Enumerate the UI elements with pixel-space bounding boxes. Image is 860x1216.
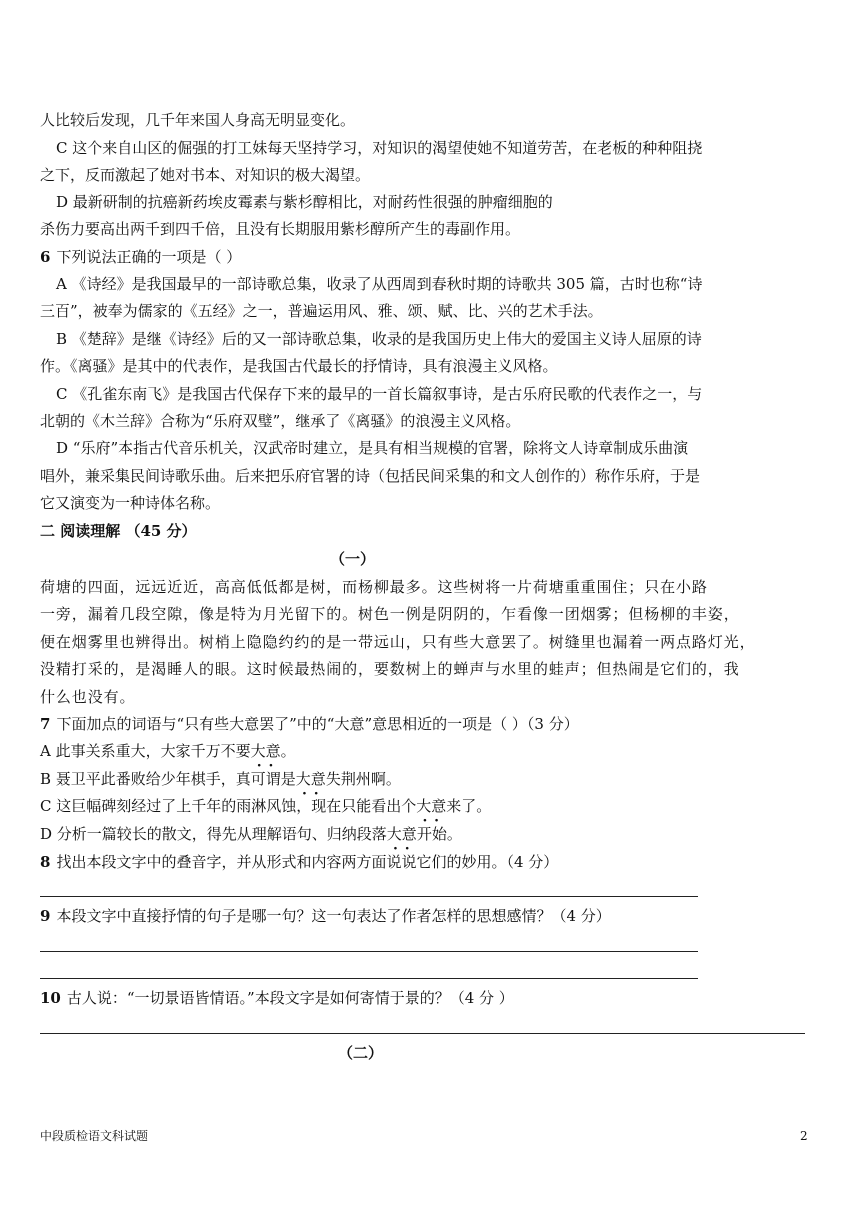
q7-option-a	[40, 741, 810, 761]
emphasis-dotted-word: 大意 · ·	[416, 796, 446, 816]
emphasis-dotted-word: 大意 · ·	[251, 741, 281, 761]
q6-option-b-line1: B 《楚辞》是继《诗经》后的又一部诗歌总集，收录的是我国历史上伟大的爱国主义诗人屈原的诗	[56, 330, 702, 348]
q5-option-d-line2: 杀伤力要高出两千到四千倍，且没有长期服用紫杉醇所产生的毒副作用。	[40, 220, 521, 238]
q5-option-c-line2: 之下，反而激起了她对书本、对知识的极大渴望。	[40, 166, 371, 184]
q6-option-d-line3: 它又演变为一种诗体名称。	[40, 494, 221, 512]
q6-number: 6	[40, 248, 51, 266]
answer-line[interactable]	[40, 1033, 805, 1034]
q8-number: 8	[40, 853, 51, 871]
q8-stem-line	[40, 852, 810, 872]
q6-option-d-line2: 唱外，兼采集民间诗歌乐曲。后来把乐府官署的诗（包括民间采集的和文人创作的）称作乐府，于是	[40, 467, 701, 485]
q7-option-a-text: A 此事关系重大，大家千万不要	[40, 742, 251, 760]
q10-number: 10	[40, 989, 61, 1007]
q7-option-b	[40, 769, 810, 789]
answer-line[interactable]	[40, 951, 698, 952]
q10-stem-line	[40, 988, 810, 1008]
q7-option-b-end: 失荆州啊。	[325, 770, 401, 788]
q6-option-c-line2: 北朝的《木兰辞》合称为“乐府双璧”，继承了《离骚》的浪漫主义风格。	[40, 412, 521, 430]
q9-stem-line	[40, 906, 810, 926]
q7-option-c-text: C 这巨幅碑刻经过了上千年的雨淋风蚀，现在只能看出个	[40, 797, 417, 815]
passage-line: 荷塘的四面，远远近近，高高低低都是树，而杨柳最多。这些树将一片荷塘重重围住；只在小路	[40, 578, 708, 596]
q7-number: 7	[40, 715, 51, 733]
answer-line[interactable]	[40, 896, 698, 897]
q6-option-d-line1: D “乐府”本指古代音乐机关，汉武帝时建立，是具有相当规模的官署，除将文人诗章制成乐曲演	[56, 439, 689, 457]
q8-stem: 找出本段文字中的叠音字，并从形式和内容两方面说说它们的妙用。（4 分）	[56, 853, 559, 871]
q7-stem: 下面加点的词语与“只有些大意罢了”中的“大意”意思相近的一项是（ ）（3 分）	[56, 715, 579, 733]
page-number: 2	[800, 1129, 808, 1143]
q6-stem-line	[40, 247, 810, 267]
q6-option-c-line1: C 《孔雀东南飞》是我国古代保存下来的最早的一首长篇叙事诗，是古乐府民歌的代表作之一，与	[56, 385, 703, 403]
answer-line[interactable]	[40, 978, 698, 979]
q10-stem: 古人说：“一切景语皆情语。”本段文字是如何寄情于景的？（4 分 ）	[66, 989, 514, 1007]
q7-option-c	[40, 796, 810, 816]
q7-option-d-text: D 分析一篇较长的散文，得先从理解语句、归纳段落	[40, 825, 387, 843]
q7-option-c-end: 来了。	[446, 797, 492, 815]
q7-option-a-end: 。	[280, 742, 296, 760]
section-title: 二 阅读理解 （45 分）	[40, 522, 197, 540]
q5-option-d-line1: D 最新研制的抗癌新药埃皮霉素与紫杉醇相比，对耐药性很强的肿瘤细胞的	[56, 193, 553, 211]
q7-option-d-end: 开始。	[416, 825, 462, 843]
q6-option-a-line1: A 《诗经》是我国最早的一部诗歌总集，收录了从西周到春秋时期的诗歌共 305 篇，古时也称“诗	[56, 275, 703, 293]
q6-option-a-line2: 三百”，被奉为儒家的《五经》之一，普遍运用风、雅、颂、赋、比、兴的艺术手法。	[40, 302, 603, 320]
q6-stem: 下列说法正确的一项是（ ）	[56, 248, 242, 266]
q5-option-c-line1: C 这个来自山区的倔强的打工妹每天坚持学习，对知识的渴望使她不知道劳苦，在老板的种种阻挠	[56, 139, 703, 157]
part-two-heading: （二）	[338, 1044, 384, 1062]
q7-option-d	[40, 824, 810, 844]
passage-line: 什么也没有。	[40, 688, 136, 706]
q6-option-b-line2: 作。《离骚》是其中的代表作，是我国古代最长的抒情诗，具有浪漫主义风格。	[40, 357, 558, 375]
q7-option-b-text: B 聂卫平此番败给少年棋手，真可谓是	[40, 770, 296, 788]
q7-stem-line	[40, 714, 810, 734]
part-one-heading: （一）	[330, 550, 376, 568]
emphasis-dotted-word: 大意 · ·	[387, 824, 417, 844]
footer-title: 中段质检语文科试题	[40, 1129, 149, 1143]
emphasis-dotted-word: 大意 · ·	[296, 769, 326, 789]
q9-number: 9	[40, 907, 51, 925]
q9-stem: 本段文字中直接抒情的句子是哪一句？这一句表达了作者怎样的思想感情？（4 分）	[56, 907, 611, 925]
passage-line: 一旁，漏着几段空隙，像是特为月光留下的。树色一例是阴阴的，乍看像一团烟雾；但杨柳的丰姿，	[40, 605, 740, 623]
passage-line: 便在烟雾里也辨得出。树梢上隐隐约约的是一带远山，只有些大意罢了。树缝里也漏着一两点路灯光，	[40, 633, 756, 651]
passage-line: 没精打采的，是渴睡人的眼。这时候最热闹的，要数树上的蝉声与水里的蛙声；但热闹是它们的，我	[40, 660, 740, 678]
q5-option-b-tail: 人比较后发现，几千年来国人身高无明显变化。	[40, 111, 356, 129]
